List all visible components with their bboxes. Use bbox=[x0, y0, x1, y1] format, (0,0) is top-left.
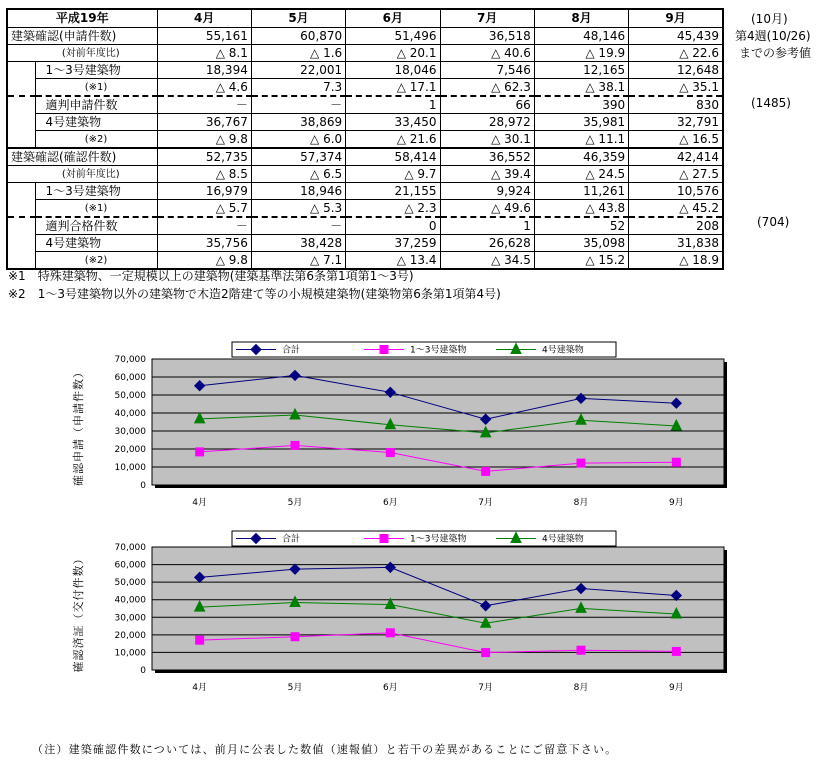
month-header: 6月 bbox=[346, 9, 440, 28]
value-cell: △ 11.1 bbox=[534, 131, 628, 149]
value-cell: △ 22.6 bbox=[629, 45, 723, 62]
legend-label: 1～3号建築物 bbox=[410, 345, 467, 356]
value-cell: 7.3 bbox=[251, 79, 345, 97]
value-cell: 35,981 bbox=[534, 114, 628, 131]
value-cell: △ 17.1 bbox=[346, 79, 440, 97]
legend-label: 4号建築物 bbox=[542, 534, 584, 545]
data-point bbox=[386, 449, 394, 457]
value-cell: 38,428 bbox=[251, 235, 345, 252]
x-tick-label: 5月 bbox=[287, 683, 303, 693]
value-cell: △ 40.6 bbox=[440, 45, 534, 62]
value-cell: △ 9.7 bbox=[346, 166, 440, 183]
row-label: 適判合格件数 bbox=[35, 217, 157, 235]
legend-label: 4号建築物 bbox=[542, 345, 584, 356]
data-point bbox=[577, 459, 585, 467]
value-cell: 21,155 bbox=[346, 183, 440, 200]
value-cell: △ 5.7 bbox=[157, 200, 251, 218]
y-tick-label: 20,000 bbox=[114, 445, 146, 455]
value-cell: 12,165 bbox=[534, 62, 628, 79]
value-cell: 22,001 bbox=[251, 62, 345, 79]
y-axis-title: 確認申請（申請件数） bbox=[72, 366, 85, 486]
value-cell: △ 49.6 bbox=[440, 200, 534, 218]
value-cell: △ 18.9 bbox=[629, 252, 723, 270]
y-tick-label: 70,000 bbox=[114, 543, 146, 553]
x-tick-label: 4月 bbox=[192, 683, 208, 693]
legend-label: 合計 bbox=[282, 534, 301, 545]
value-cell: 18,946 bbox=[251, 183, 345, 200]
value-cell: － bbox=[157, 217, 251, 235]
value-cell: 830 bbox=[629, 96, 723, 114]
month-header: 5月 bbox=[251, 9, 345, 28]
value-cell: △ 13.4 bbox=[346, 252, 440, 270]
x-tick-label: 8月 bbox=[573, 498, 589, 508]
value-cell: 16,979 bbox=[157, 183, 251, 200]
y-tick-label: 60,000 bbox=[114, 373, 146, 383]
value-cell: 37,259 bbox=[346, 235, 440, 252]
value-cell: 18,046 bbox=[346, 62, 440, 79]
data-point bbox=[672, 458, 680, 466]
value-cell: △ 5.3 bbox=[251, 200, 345, 218]
side-header: (10月) bbox=[751, 12, 788, 26]
value-cell: 31,838 bbox=[629, 235, 723, 252]
y-tick-label: 20,000 bbox=[114, 630, 146, 641]
side-note-reference: までの参考値 bbox=[739, 46, 812, 60]
value-cell: △ 9.8 bbox=[157, 131, 251, 149]
y-tick-label: 60,000 bbox=[114, 560, 146, 571]
value-cell: 32,791 bbox=[629, 114, 723, 131]
value-cell: 36,552 bbox=[440, 148, 534, 166]
value-cell: 390 bbox=[534, 96, 628, 114]
value-cell: 28,972 bbox=[440, 114, 534, 131]
value-cell: 35,756 bbox=[157, 235, 251, 252]
value-cell: △ 38.1 bbox=[534, 79, 628, 97]
x-tick-label: 9月 bbox=[668, 683, 684, 693]
value-cell: － bbox=[157, 96, 251, 114]
x-tick-label: 7月 bbox=[478, 498, 494, 508]
data-point bbox=[196, 636, 204, 644]
value-cell: 0 bbox=[346, 217, 440, 235]
month-header: 9月 bbox=[629, 9, 723, 28]
x-tick-label: 4月 bbox=[192, 498, 208, 508]
row-label: (対前年度比) bbox=[7, 166, 157, 183]
value-cell: △ 4.6 bbox=[157, 79, 251, 97]
value-cell: 45,439 bbox=[629, 28, 723, 45]
row-label: 建築確認(申請件数) bbox=[7, 28, 157, 45]
value-cell: △ 30.1 bbox=[440, 131, 534, 149]
value-cell: 36,518 bbox=[440, 28, 534, 45]
value-cell: △ 45.2 bbox=[629, 200, 723, 218]
value-cell: － bbox=[251, 217, 345, 235]
side-value-applications: (1485) bbox=[751, 96, 791, 110]
value-cell: △ 35.1 bbox=[629, 79, 723, 97]
side-note-week: 第4週(10/26) bbox=[735, 29, 811, 43]
y-tick-label: 40,000 bbox=[114, 409, 146, 419]
value-cell: 48,146 bbox=[534, 28, 628, 45]
legend-label: 合計 bbox=[282, 345, 301, 356]
value-cell: 52,735 bbox=[157, 148, 251, 166]
value-cell: 11,261 bbox=[534, 183, 628, 200]
value-cell: 18,394 bbox=[157, 62, 251, 79]
footer-note: （注）建築確認件数については、前月に公表した数値（速報値）と若干の差異があることにご留意下さい。 bbox=[32, 743, 618, 756]
value-cell: 12,648 bbox=[629, 62, 723, 79]
value-cell: △ 7.1 bbox=[251, 252, 345, 270]
data-point bbox=[482, 467, 490, 475]
value-cell: △ 6.0 bbox=[251, 131, 345, 149]
data-point bbox=[291, 441, 299, 449]
table-corner-label: 平成19年 bbox=[7, 9, 157, 28]
y-tick-label: 70,000 bbox=[114, 355, 146, 365]
value-cell: 1 bbox=[440, 217, 534, 235]
y-tick-label: 30,000 bbox=[114, 427, 146, 437]
row-label: (※1) bbox=[35, 200, 157, 218]
data-point bbox=[672, 647, 680, 655]
row-label: (※2) bbox=[35, 131, 157, 149]
y-tick-label: 40,000 bbox=[114, 595, 146, 606]
value-cell: － bbox=[251, 96, 345, 114]
value-cell: 55,161 bbox=[157, 28, 251, 45]
value-cell: △ 8.1 bbox=[157, 45, 251, 62]
value-cell: 52 bbox=[534, 217, 628, 235]
x-tick-label: 9月 bbox=[668, 498, 684, 508]
value-cell: △ 16.5 bbox=[629, 131, 723, 149]
footnote-2: ※2 1～3号建築物以外の建築物で木造2階建て等の小規模建築物(建築物第6条第1項第4号) bbox=[8, 287, 501, 301]
x-tick-label: 8月 bbox=[573, 683, 589, 693]
y-axis-title: 確認済証（交付件数） bbox=[72, 552, 85, 673]
value-cell: 26,628 bbox=[440, 235, 534, 252]
value-cell: 42,414 bbox=[629, 148, 723, 166]
value-cell: △ 43.8 bbox=[534, 200, 628, 218]
value-cell: 35,098 bbox=[534, 235, 628, 252]
row-label: 適判申請件数 bbox=[35, 96, 157, 114]
month-header: 4月 bbox=[157, 9, 251, 28]
value-cell: 60,870 bbox=[251, 28, 345, 45]
y-tick-label: 0 bbox=[140, 666, 146, 676]
y-tick-label: 10,000 bbox=[114, 648, 146, 659]
value-cell: 36,767 bbox=[157, 114, 251, 131]
row-label: 1～3号建築物 bbox=[35, 62, 157, 79]
value-cell: △ 2.3 bbox=[346, 200, 440, 218]
value-cell: △ 8.5 bbox=[157, 166, 251, 183]
value-cell: 208 bbox=[629, 217, 723, 235]
data-point bbox=[196, 448, 204, 456]
plot-area bbox=[152, 359, 724, 485]
value-cell: △ 15.2 bbox=[534, 252, 628, 270]
value-cell: 58,414 bbox=[346, 148, 440, 166]
data-point bbox=[386, 629, 394, 637]
value-cell: 66 bbox=[440, 96, 534, 114]
row-label: 4号建築物 bbox=[35, 235, 157, 252]
row-label: (※2) bbox=[35, 252, 157, 270]
value-cell: △ 20.1 bbox=[346, 45, 440, 62]
row-label: 1～3号建築物 bbox=[35, 183, 157, 200]
x-tick-label: 6月 bbox=[382, 683, 398, 693]
row-label: (※1) bbox=[35, 79, 157, 97]
value-cell: 1 bbox=[346, 96, 440, 114]
row-label: 4号建築物 bbox=[35, 114, 157, 131]
value-cell: △ 39.4 bbox=[440, 166, 534, 183]
month-header: 7月 bbox=[440, 9, 534, 28]
value-cell: 51,496 bbox=[346, 28, 440, 45]
footnote-1: ※1 特殊建築物、一定規模以上の建築物(建築基準法第6条第1項第1～3号) bbox=[8, 269, 414, 283]
value-cell: 46,359 bbox=[534, 148, 628, 166]
value-cell: 7,546 bbox=[440, 62, 534, 79]
value-cell: 57,374 bbox=[251, 148, 345, 166]
data-point bbox=[482, 649, 490, 657]
x-tick-label: 7月 bbox=[478, 683, 494, 693]
value-cell: △ 27.5 bbox=[629, 166, 723, 183]
y-tick-label: 30,000 bbox=[114, 613, 146, 624]
legend-marker bbox=[380, 346, 388, 354]
value-cell: △ 6.5 bbox=[251, 166, 345, 183]
data-point bbox=[577, 646, 585, 654]
legend-label: 1～3号建築物 bbox=[410, 534, 467, 545]
value-cell: △ 19.9 bbox=[534, 45, 628, 62]
y-tick-label: 0 bbox=[140, 481, 146, 491]
month-header: 8月 bbox=[534, 9, 628, 28]
x-tick-label: 5月 bbox=[287, 498, 303, 508]
legend-marker bbox=[380, 535, 388, 543]
value-cell: △ 34.5 bbox=[440, 252, 534, 270]
plot-area bbox=[152, 547, 724, 670]
row-label: (対前年度比) bbox=[7, 45, 157, 62]
y-tick-label: 10,000 bbox=[114, 463, 146, 473]
row-label: 建築確認(確認件数) bbox=[7, 148, 157, 166]
x-tick-label: 6月 bbox=[382, 498, 398, 508]
value-cell: △ 1.6 bbox=[251, 45, 345, 62]
value-cell: 33,450 bbox=[346, 114, 440, 131]
y-tick-label: 50,000 bbox=[114, 578, 146, 589]
side-value-passed: (704) bbox=[757, 215, 790, 229]
value-cell: △ 62.3 bbox=[440, 79, 534, 97]
y-tick-label: 50,000 bbox=[114, 391, 146, 401]
value-cell: 9,924 bbox=[440, 183, 534, 200]
value-cell: △ 9.8 bbox=[157, 252, 251, 270]
data-point bbox=[291, 633, 299, 641]
value-cell: 38,869 bbox=[251, 114, 345, 131]
value-cell: △ 21.6 bbox=[346, 131, 440, 149]
value-cell: △ 24.5 bbox=[534, 166, 628, 183]
value-cell: 10,576 bbox=[629, 183, 723, 200]
